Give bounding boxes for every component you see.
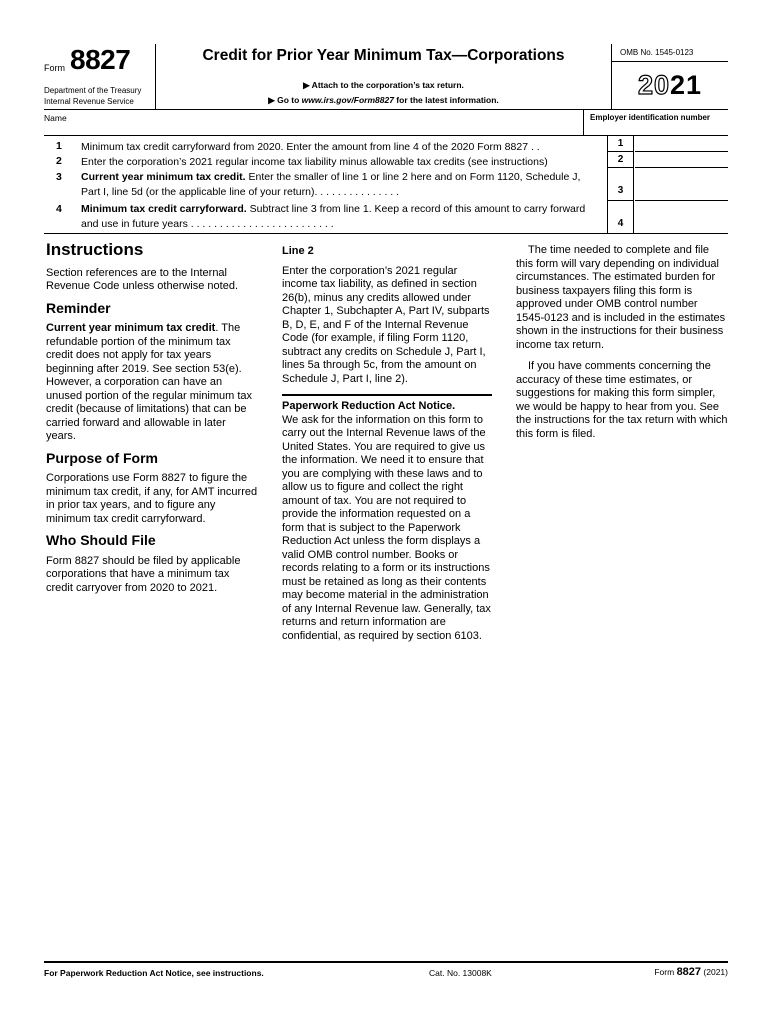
reminder-bold: Current year minimum tax credit bbox=[46, 322, 216, 334]
department-label bbox=[44, 85, 141, 107]
line-1-desc: Minimum tax credit carryforward from 2020. Enter the amount from line 4 of the 2020 Form 8827 . . bbox=[81, 141, 540, 153]
line-2-heading: Line 2 bbox=[282, 245, 314, 257]
footer-form-word: Form bbox=[654, 967, 675, 977]
line-4-box: 4 bbox=[617, 218, 624, 229]
ein-label: Employer identification number bbox=[590, 113, 711, 122]
footer-cat-no: Cat. No. 13008K bbox=[429, 968, 492, 978]
time-burden-text: The time needed to complete and file this form will vary depending on individual circumstances. The estimated burden for business taxpayers filing this form is approved under OMB control number 1545-0123 and is included in the estimates shown in the instructions for their business income tax return. bbox=[516, 244, 726, 351]
instructions-heading: Instructions bbox=[46, 240, 144, 259]
purpose-text: Corporations use Form 8827 to figure the minimum tax credit, if any, for AMT incurred in prior tax years, and to figure any minimum tax credit carryforward. bbox=[46, 472, 258, 525]
footer-form-id bbox=[654, 966, 728, 978]
line-4-desc: Subtract line 3 from line 1. Keep a record of this amount to carry forward and use in future years . . . . . . . . . . . . . . . . . . . . . . . . . bbox=[81, 203, 586, 230]
line-1-number: 1 bbox=[56, 140, 62, 152]
footer-year: (2021) bbox=[703, 967, 728, 977]
line-4-number: 4 bbox=[56, 203, 62, 215]
footer-pra-notice: For Paperwork Reduction Act Notice, see instructions. bbox=[44, 968, 264, 978]
tax-year bbox=[612, 70, 728, 101]
instructions-column-1 bbox=[46, 240, 258, 603]
form-word: Form bbox=[44, 63, 65, 73]
reminder-text: . The refundable portion of the minimum tax credit does not apply for tax years beginning after 2019. See section 53(e). However, a corporation can have an unused portion of the regular minimum tax credit (because of limitations) that can be carried forward and allowable in later years. bbox=[46, 322, 253, 442]
attach-instruction: ▶ Attach to the corporation’s tax return. bbox=[303, 80, 464, 90]
form-lines bbox=[44, 136, 728, 234]
ein-field[interactable] bbox=[586, 123, 726, 135]
name-label: Name bbox=[44, 113, 67, 123]
section-references-text: Section references are to the Internal Revenue Code unless otherwise noted. bbox=[46, 266, 239, 292]
omb-number: OMB No. 1545-0123 bbox=[620, 48, 694, 57]
goto-prefix: ▶ Go to bbox=[268, 95, 302, 105]
line-4-amount[interactable] bbox=[635, 201, 728, 234]
who-should-file-text: Form 8827 should be filed by applicable corporations that have a minimum tax credit carryover from 2020 to 2021. bbox=[46, 554, 241, 594]
title-block bbox=[156, 44, 611, 110]
instructions-column-2 bbox=[282, 245, 492, 651]
goto-suffix: for the latest information. bbox=[393, 95, 499, 105]
line-4-bold: Minimum tax credit carryforward. bbox=[81, 203, 247, 215]
line-3-number: 3 bbox=[56, 171, 62, 183]
line-3-box: 3 bbox=[608, 168, 633, 201]
who-should-file-heading: Who Should File bbox=[46, 532, 156, 548]
line-3-desc: Enter the smaller of line 1 or line 2 here and on Form 1120, Schedule J, Part I, line 5d (or the applicable line of your return). . . . . . . . . . . . . . . bbox=[81, 171, 581, 198]
name-field[interactable] bbox=[44, 123, 579, 135]
line-2-instructions: Enter the corporation’s 2021 regular income tax liability, as defined in section 26(b), minus any credits allowed under Chapter 1, Subchapter A, Part IV, subparts B, D, E, and F of the Internal Revenue Code (for example, if filing Form 1120, subtract any credits on Schedule J, Part I, lines 5a through 5c, from the amount on Schedule J, Part I, line 2). bbox=[282, 264, 490, 385]
form-footer bbox=[44, 961, 728, 981]
form-header bbox=[44, 44, 728, 110]
line-2-desc: Enter the corporation’s 2021 regular income tax liability minus allowable tax credits (see instructions) bbox=[81, 156, 548, 168]
goto-instruction bbox=[156, 95, 611, 106]
form-id-block bbox=[44, 44, 156, 110]
line-4-text bbox=[81, 202, 601, 232]
ein-box bbox=[583, 110, 728, 136]
form-title: Credit for Prior Year Minimum Tax—Corporations bbox=[202, 47, 565, 64]
line-2-number: 2 bbox=[56, 155, 62, 167]
reminder-heading: Reminder bbox=[46, 299, 111, 316]
goto-url-link[interactable]: www.irs.gov/Form8827 bbox=[301, 95, 394, 105]
form-number: 8827 bbox=[70, 44, 131, 75]
name-ein-row bbox=[44, 110, 728, 136]
omb-year-block bbox=[611, 44, 728, 110]
tax-year-bold: 21 bbox=[670, 70, 703, 100]
line-number-column bbox=[607, 136, 634, 234]
reminder-paragraph bbox=[46, 322, 258, 444]
line-2-amount[interactable] bbox=[635, 152, 728, 168]
tax-year-outline: 20 bbox=[637, 70, 670, 100]
footer-form-number: 8827 bbox=[676, 966, 702, 978]
comments-text: If you have comments concerning the accuracy of these time estimates, or suggestions for making this form simpler, we would be happy to hear from you. See the instructions for the tax return with which this form is filed. bbox=[516, 360, 728, 440]
line-1-text bbox=[81, 140, 601, 155]
instructions-column-3 bbox=[516, 244, 728, 449]
line-3-bold: Current year minimum tax credit. bbox=[81, 171, 246, 183]
pra-heading: Paperwork Reduction Act Notice. bbox=[282, 394, 492, 414]
line-2-text bbox=[81, 155, 601, 170]
dept-line1: Department of the Treasury bbox=[44, 86, 142, 95]
omb-divider bbox=[612, 61, 728, 62]
line-3-text bbox=[81, 170, 601, 200]
pra-text: We ask for the information on this form to carry out the Internal Revenue laws of the United States. You are required to give us the information. We need it to ensure that you are complying with these laws and to allow us to figure and collect the right amount of tax. You are not required to provide the information requested on a form that is subject to the Paperwork Reduction Act unless the form displays a valid OMB control number. Books or records relating to a form or its instructions must be retained as long as their contents may become material in the administration of any Internal Revenue law. Generally, tax returns and return information are confidential, as required by section 6103. bbox=[282, 413, 491, 642]
purpose-heading: Purpose of Form bbox=[46, 449, 159, 466]
line-2-box: 2 bbox=[608, 152, 633, 168]
line-3-amount[interactable] bbox=[635, 168, 728, 201]
dept-line2: Internal Revenue Service bbox=[44, 97, 134, 106]
line-1-box: 1 bbox=[608, 136, 633, 152]
line-1-amount[interactable] bbox=[635, 136, 728, 152]
